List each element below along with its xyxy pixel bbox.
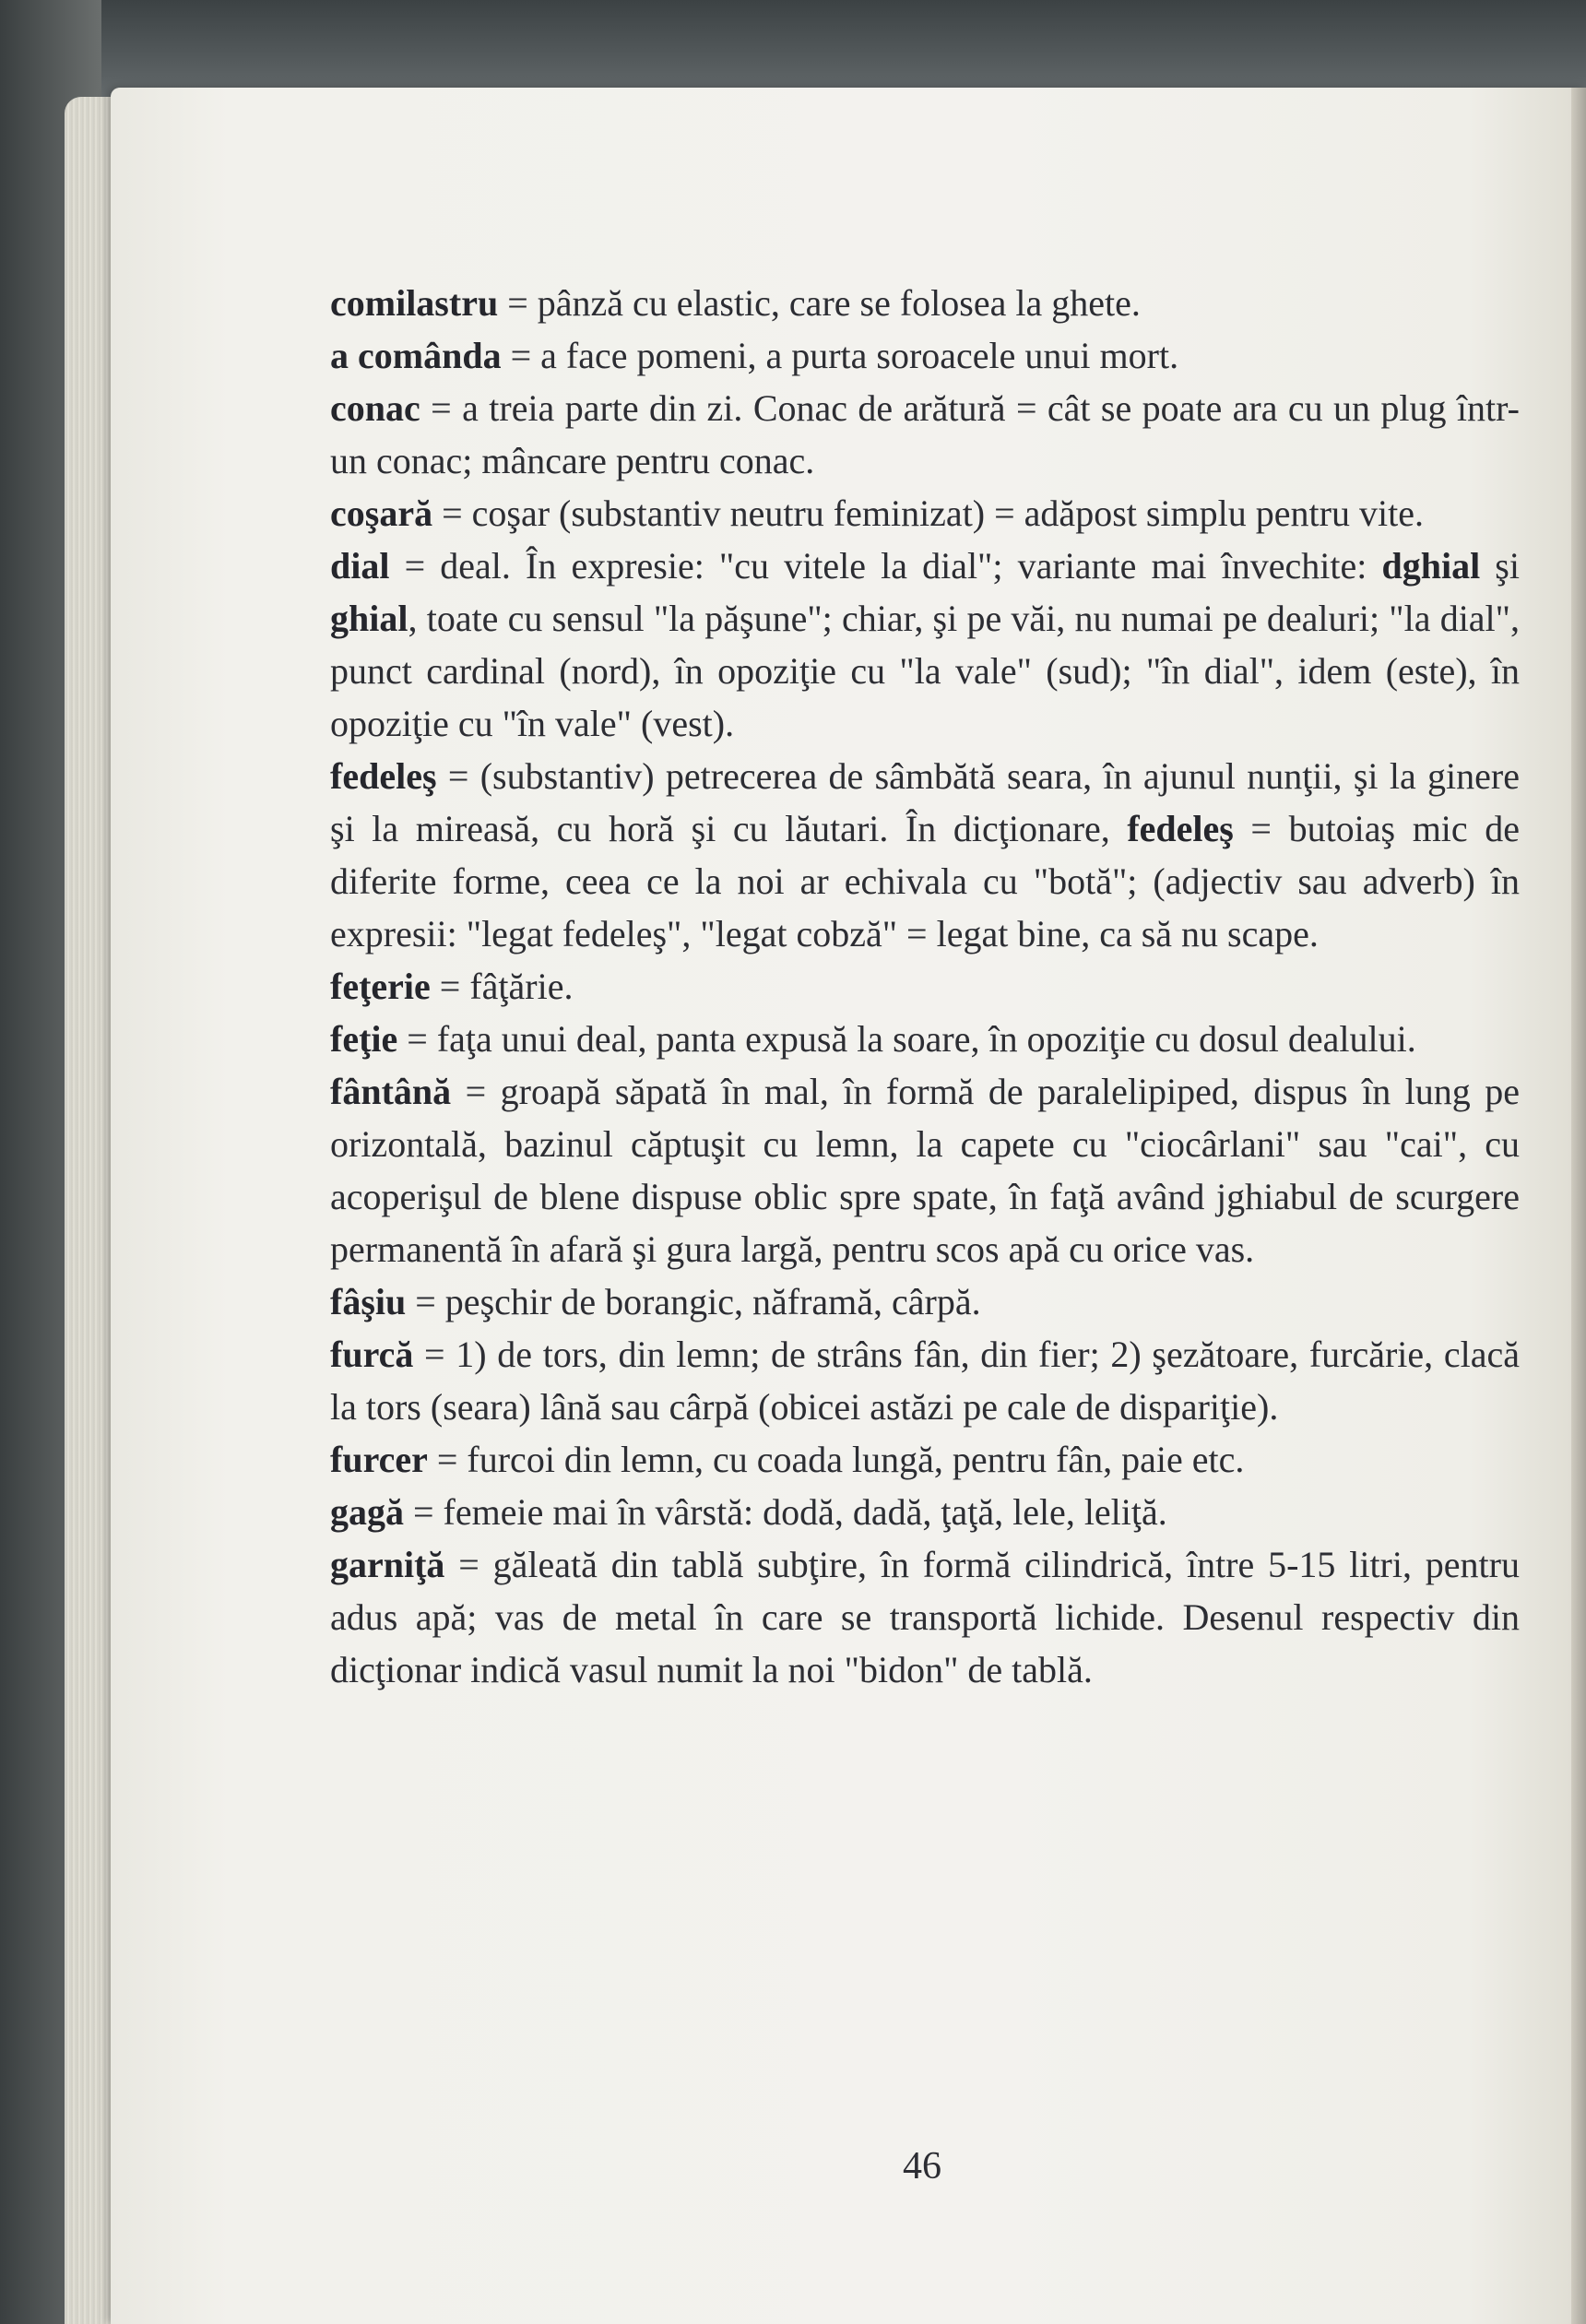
entry-term: coşară <box>330 492 433 534</box>
entry-dial <box>330 540 1520 750</box>
entry-definition: = pânză cu elastic, care se folosea la ghete. <box>498 282 1141 324</box>
entry-definition: = femeie mai în vârstă: dodă, dadă, ţaţă, lele, leliţă. <box>404 1491 1167 1533</box>
entry-definition: = fâţărie. <box>430 966 574 1007</box>
entry-term: feţie <box>330 1018 398 1060</box>
entry-term: furcer <box>330 1439 428 1480</box>
entry-fedeles <box>330 750 1520 960</box>
entry-variant-term: fedeleş <box>1127 808 1234 849</box>
entry-term: fâşiu <box>330 1281 407 1322</box>
page-right-edge <box>1571 88 1586 2324</box>
entry-definition: = furcoi din lemn, cu coada lungă, pentru fân, paie etc. <box>427 1439 1245 1480</box>
entry-term: dial <box>330 545 390 587</box>
entry-definition: = (substantiv) petrecerea de sâmbătă seara, în ajunul nunţii, şi la ginere şi la mireasă, cu horă şi cu lăutari. În dicţionare, <box>330 755 1520 849</box>
entry-garnita <box>330 1538 1520 1696</box>
entry-definition: = peşchir de borangic, năframă, cârpă. <box>406 1281 981 1322</box>
entry-term: conac <box>330 387 420 429</box>
entry-variant-term: ghial <box>330 598 408 639</box>
entry-conac <box>330 382 1520 487</box>
entry-fasiu <box>330 1275 1520 1328</box>
entry-definition: = 1) de tors, din lemn; de strâns fân, din fier; 2) şezătoare, furcărie, clacă la tors (seara) lână sau cârpă (obicei astăzi pe cale de dispariţie). <box>330 1334 1520 1428</box>
entry-definition: = coşar (substantiv neutru feminizat) = adăpost simplu pentru vite. <box>432 492 1424 534</box>
entry-feterie <box>330 960 1520 1013</box>
entry-term: a comânda <box>330 335 502 376</box>
entry-definition: = a face pomeni, a purta soroacele unui mort. <box>501 335 1179 376</box>
entry-fetie <box>330 1013 1520 1065</box>
entry-term: comilastru <box>330 282 499 324</box>
entry-gaga <box>330 1486 1520 1538</box>
entry-furcer <box>330 1433 1520 1486</box>
entry-definition: = groapă săpată în mal, în formă de paralelipiped, dispus în lung pe orizontală, bazinul căptuşit cu lemn, la capete cu "ciocârlani" sau "cai", cu acoperişul de blene dispuse oblic spre spate, în faţă având jghiabul de scurgere permanentă în afară şi gura largă, pentru scos apă cu orice vas. <box>330 1071 1520 1270</box>
entry-cosara <box>330 487 1520 540</box>
entry-definition-cont: şi <box>1480 545 1520 587</box>
entry-variant-term: dghial <box>1381 545 1481 587</box>
entry-furca <box>330 1328 1520 1433</box>
entry-fantana <box>330 1065 1520 1275</box>
entry-term: fântână <box>330 1071 452 1112</box>
entry-comilastru <box>330 277 1520 329</box>
entry-term: garniţă <box>330 1544 445 1585</box>
entry-a-comanda <box>330 329 1520 382</box>
entry-definition: = deal. În expresie: "cu vitele la dial"; variante mai învechite: <box>389 545 1382 587</box>
entry-definition: = a treia parte din zi. Conac de arătură = cât se poate ara cu un plug într-un conac; mâncare pentru conac. <box>330 387 1520 481</box>
entry-term: gagă <box>330 1491 404 1533</box>
entry-term: fedeleş <box>330 755 437 797</box>
glossary-text <box>330 277 1520 1696</box>
entry-definition-cont: = butoiaş mic de diferite forme, ceea ce la noi ar echivala cu "botă"; (adjectiv sau adverb) în expresii: "legat fedeleş", "legat cobză" = legat bine, ca să nu scape. <box>330 808 1520 954</box>
entry-definition-cont: , toate cu sensul "la păşune"; chiar, şi pe văi, nu numai pe dealuri; "la dial", punct cardinal (nord), în opoziţie cu "la vale" (sud); "în dial", idem (este), în opoziţie cu "în vale" (vest). <box>330 598 1520 744</box>
entry-term: feţerie <box>330 966 431 1007</box>
page-number: 46 <box>903 2145 941 2188</box>
entry-term: furcă <box>330 1334 414 1375</box>
entry-definition: = faţa unui deal, panta expusă la soare, în opoziţie cu dosul dealului. <box>397 1018 1416 1060</box>
entry-definition: = găleată din tablă subţire, în formă cilindrică, între 5-15 litri, pentru adus apă; vas de metal în care se transportă lichide. Desenul respectiv din dicţionar indică vasul numit la noi "bidon" de tablă. <box>330 1544 1520 1690</box>
